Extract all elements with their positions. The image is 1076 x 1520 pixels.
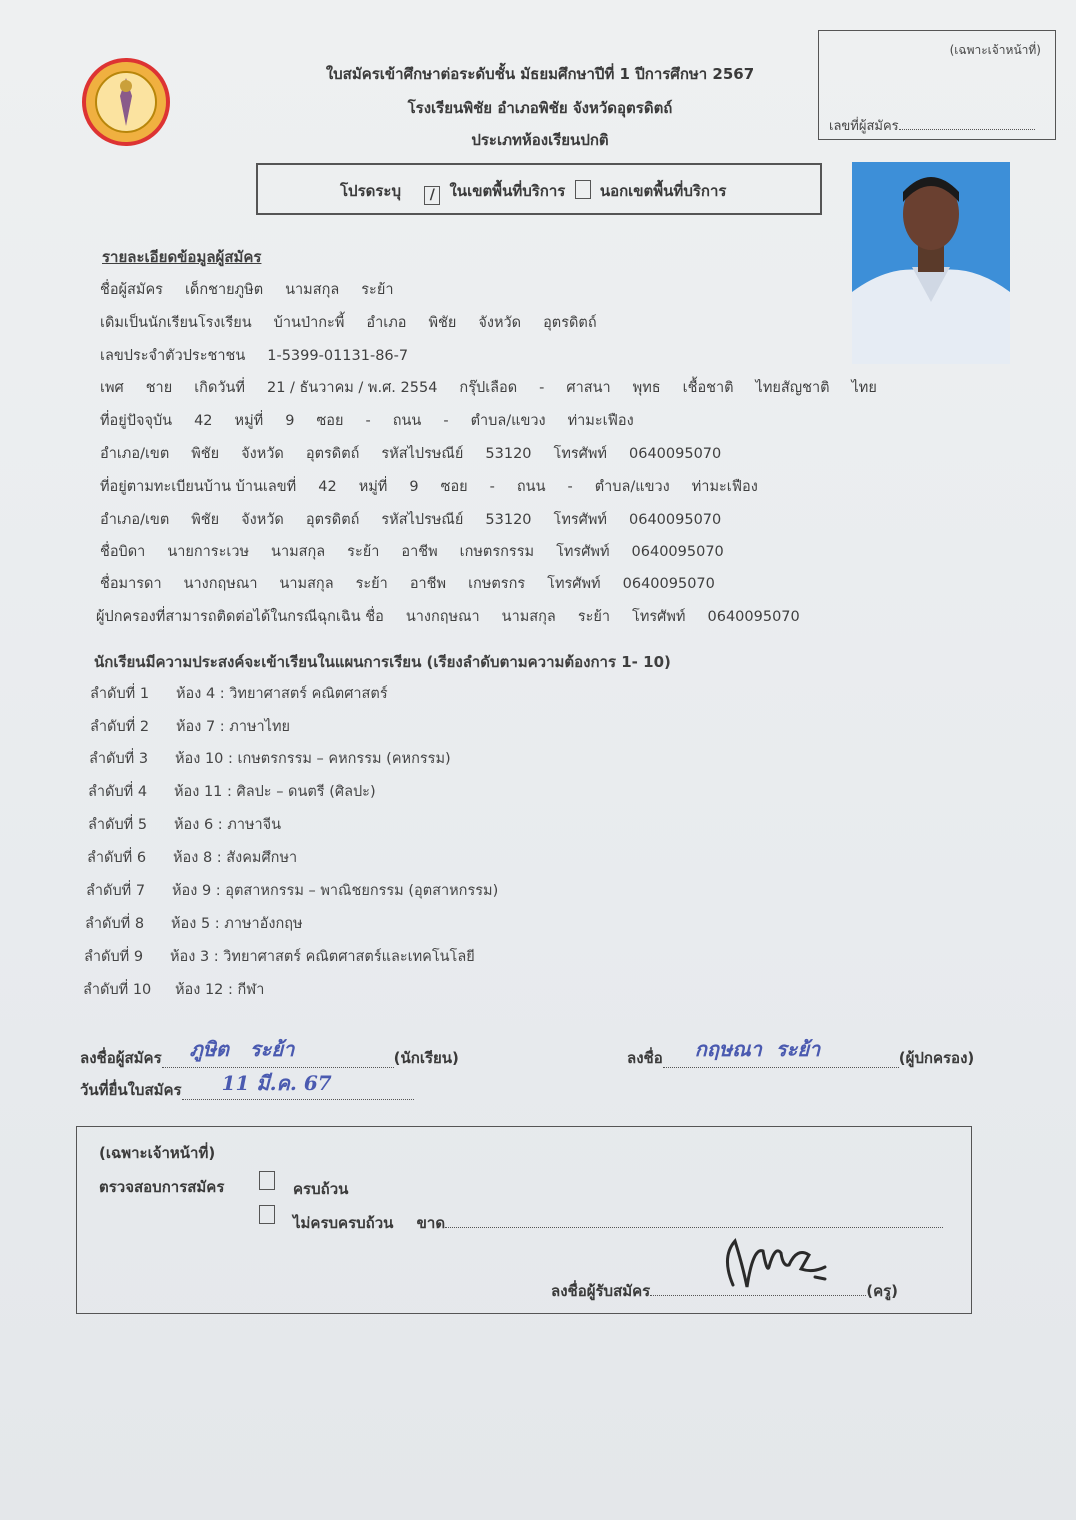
preference-item	[85, 912, 303, 935]
guardian-signature-field[interactable]	[627, 1037, 975, 1070]
value: 1-5399-01131-86-7	[267, 348, 409, 364]
value: 9	[285, 413, 295, 429]
checkbox-incomplete[interactable]	[259, 1205, 275, 1224]
label: รหัสไปรษณีย์	[381, 512, 464, 528]
value: นางกฤษณา	[405, 609, 480, 625]
room: ห้อง 7 : ภาษาไทย	[176, 719, 291, 735]
value: -	[489, 479, 495, 495]
date-label: วันที่ยื่นใบสมัคร	[80, 1081, 182, 1099]
rank: ลำดับที่ 3	[89, 751, 149, 767]
office-box	[818, 30, 1056, 140]
value: -	[567, 479, 573, 495]
label: โทรศัพท์	[553, 446, 607, 462]
checkbox-in-area[interactable]: /	[424, 186, 440, 205]
area-select-box	[256, 163, 822, 215]
applicant-sign-label: ลงชื่อผู้สมัคร	[80, 1049, 162, 1067]
room: ห้อง 10 : เกษตรกรรม – คหกรรม (คหกรรม)	[175, 751, 451, 767]
preference-item	[88, 780, 376, 803]
preference-item	[83, 978, 264, 1001]
office-section-box	[76, 1126, 972, 1314]
checkbox-out-area[interactable]	[575, 180, 591, 199]
row-personal	[100, 376, 899, 399]
applicant-sign-line	[162, 1037, 394, 1068]
label: หมู่ที่	[234, 413, 264, 429]
room: ห้อง 6 : ภาษาจีน	[174, 817, 282, 833]
date-handwriting: 11 มี.ค. 67	[221, 1071, 332, 1095]
label: ชื่อมารดา	[100, 576, 162, 592]
label: นามสกุล	[271, 544, 326, 560]
value: เกษตรกรรม	[459, 544, 535, 560]
value: ระย้า	[347, 544, 380, 560]
label: อำเภอ/เขต	[100, 512, 170, 528]
check-label: ตรวจสอบการสมัคร	[99, 1178, 225, 1196]
value: 42	[194, 413, 213, 429]
room: ห้อง 8 : สังคมศึกษา	[173, 850, 298, 866]
label: อำเภอ/เขต	[100, 446, 170, 462]
label: ชื่อผู้สมัคร	[100, 282, 163, 298]
label: ชื่อบิดา	[100, 544, 146, 560]
complete-label: ครบถ้วน	[293, 1180, 349, 1198]
label: จังหวัด	[241, 446, 284, 462]
label: ซอย	[440, 479, 468, 495]
value: -	[365, 413, 371, 429]
rank: ลำดับที่ 4	[88, 784, 148, 800]
label: เพศ	[100, 380, 124, 396]
preference-item	[90, 715, 290, 738]
receiver-suffix: (ครู)	[866, 1282, 899, 1300]
room: ห้อง 4 : วิทยาศาสตร์ คณิตศาสตร์	[176, 686, 388, 702]
value: นายการะเวษ	[167, 544, 250, 560]
value: นางกฤษณา	[183, 576, 258, 592]
school-logo	[80, 56, 172, 148]
room: ห้อง 5 : ภาษาอังกฤษ	[171, 916, 303, 932]
office-section-title: (เฉพาะเจ้าหน้าที่)	[99, 1144, 216, 1162]
guardian-handwriting: กฤษณา ระย้า	[694, 1037, 821, 1061]
label: ตำบล/แขวง	[470, 413, 546, 429]
value: 53120	[485, 446, 532, 462]
room: ห้อง 11 : ศิลปะ – ดนตรี (ศิลปะ)	[174, 784, 376, 800]
applicant-photo	[852, 162, 1010, 364]
label: ผู้ปกครองที่สามารถติดต่อได้ในกรณีฉุกเฉิน ชื่อ	[96, 609, 384, 625]
label: จังหวัด	[478, 315, 522, 331]
label: ศาสนา	[566, 380, 611, 396]
label: ถนน	[516, 479, 546, 495]
label: โทรศัพท์	[553, 512, 607, 528]
row-father	[100, 540, 746, 563]
value: 9	[409, 479, 419, 495]
value: บ้านป่ากะพี้	[273, 315, 345, 331]
guardian-sign-suffix: (ผู้ปกครอง)	[898, 1049, 975, 1067]
label: เชื้อชาติ	[682, 380, 734, 396]
value: ระย้า	[577, 609, 611, 625]
rank: ลำดับที่ 10	[83, 982, 152, 998]
label: ที่อยู่ตามทะเบียนบ้าน บ้านเลขที่	[100, 479, 297, 495]
label: โทรศัพท์	[547, 576, 601, 592]
preference-item	[87, 846, 297, 869]
room: ห้อง 3 : วิทยาศาสตร์ คณิตศาสตร์และเทคโนโลยี	[170, 949, 475, 965]
row-registered-address	[100, 475, 780, 498]
value: พุทธ	[632, 380, 661, 396]
applicant-handwriting: ภูษิต ระย้า	[189, 1037, 295, 1061]
label: นามสกุล	[501, 609, 556, 625]
form-title-line2: โรงเรียนพิชัย อำเภอพิชัย จังหวัดอุตรดิตถ์	[407, 99, 673, 117]
missing-line	[445, 1227, 943, 1228]
value: 21 / ธันวาคม / พ.ศ. 2554	[266, 380, 438, 396]
applicant-sign-suffix: (นักเรียน)	[393, 1049, 459, 1067]
rank: ลำดับที่ 7	[86, 883, 146, 899]
row-citizen-id	[100, 344, 430, 367]
value: 0640095070	[629, 446, 722, 462]
label: อำเภอ	[366, 315, 407, 331]
label: เลขประจำตัวประชาชน	[100, 348, 246, 364]
label: ถนน	[392, 413, 422, 429]
label: ตำบล/แขวง	[594, 479, 670, 495]
preference-item	[86, 879, 498, 902]
label: จังหวัด	[241, 512, 284, 528]
checkbox-complete[interactable]	[259, 1171, 275, 1190]
label: เกิดวันที่	[194, 380, 245, 396]
value: ไทย	[851, 380, 877, 396]
value: -	[539, 380, 545, 396]
rank: ลำดับที่ 1	[90, 686, 150, 702]
value: 0640095070	[629, 512, 722, 528]
value: ท่ามะเฟือง	[567, 413, 634, 429]
label: กรุ๊ปเลือด	[459, 380, 518, 396]
label: อาชีพ	[409, 576, 447, 592]
receiver-signature-scribble	[713, 1227, 833, 1303]
label: รหัสไปรษณีย์	[381, 446, 464, 462]
applicant-no-field[interactable]	[829, 115, 1035, 136]
value: พิชัย	[191, 512, 220, 528]
row-previous-school	[100, 311, 619, 334]
label: นามสกุล	[285, 282, 340, 298]
value: -	[443, 413, 449, 429]
row-applicant-name	[100, 278, 415, 301]
value: 0640095070	[622, 576, 715, 592]
row-emergency-contact	[96, 605, 822, 628]
value: อุตรดิตถ์	[543, 315, 597, 331]
preference-item	[89, 747, 451, 770]
value: พิชัย	[428, 315, 457, 331]
office-note: (เฉพาะเจ้าหน้าที่)	[949, 43, 1041, 57]
label: หมู่ที่	[358, 479, 388, 495]
preference-item	[90, 682, 388, 705]
value: อุตรดิตถ์	[305, 446, 360, 462]
value: เกษตรกร	[468, 576, 526, 592]
value: ระย้า	[355, 576, 388, 592]
rank: ลำดับที่ 5	[88, 817, 148, 833]
value-name: เด็กชายภูษิต	[184, 282, 264, 298]
rank: ลำดับที่ 6	[87, 850, 147, 866]
incomplete-field[interactable]	[293, 1211, 943, 1235]
missing-label: ขาด	[416, 1214, 446, 1232]
area-prompt: โปรดระบุ	[340, 182, 402, 200]
label: ที่อยู่ปัจจุบัน	[100, 413, 173, 429]
row-mother	[100, 572, 737, 595]
guardian-sign-line	[663, 1037, 899, 1068]
row-current-district	[100, 442, 743, 465]
receiver-label: ลงชื่อผู้รับสมัคร	[551, 1282, 651, 1300]
label: ซอย	[316, 413, 344, 429]
incomplete-label: ไม่ครบครบถ้วน	[293, 1214, 394, 1232]
label: โทรศัพท์	[632, 609, 686, 625]
label: อาชีพ	[401, 544, 438, 560]
form-title-line3: ประเภทห้องเรียนปกติ	[471, 131, 609, 149]
rank: ลำดับที่ 8	[85, 916, 145, 932]
date-line	[182, 1071, 414, 1100]
label: นามสกุล	[279, 576, 334, 592]
applicant-no-label: เลขที่ผู้สมัคร	[829, 119, 899, 134]
value-surname: ระย้า	[361, 282, 394, 298]
form-title-line1: ใบสมัครเข้าศึกษาต่อระดับชั้น มัธยมศึกษาปีที่ 1 ปีการศึกษา 2567	[325, 65, 755, 83]
row-current-address	[100, 409, 656, 432]
value: 0640095070	[707, 609, 800, 625]
rank: ลำดับที่ 9	[84, 949, 144, 965]
preferences-heading: นักเรียนมีความประสงค์จะเข้าเรียนในแผนการเรียน (เรียงลำดับตามความต้องการ 1- 10)	[94, 653, 671, 671]
value: ท่ามะเฟือง	[691, 479, 758, 495]
label-out-area: นอกเขตพื้นที่บริการ	[599, 182, 727, 200]
room: ห้อง 9 : อุตสาหกรรม – พาณิชยกรรม (อุตสาหกรรม)	[172, 883, 499, 899]
value: 0640095070	[631, 544, 724, 560]
label: เดิมเป็นนักเรียนโรงเรียน	[100, 315, 252, 331]
label-in-area: ในเขตพื้นที่บริการ	[449, 182, 566, 200]
submit-date-field[interactable]	[80, 1071, 414, 1102]
value: อุตรดิตถ์	[305, 512, 360, 528]
preference-item	[88, 813, 281, 836]
guardian-sign-label: ลงชื่อ	[627, 1049, 663, 1067]
details-heading: รายละเอียดข้อมูลผู้สมัคร	[102, 248, 262, 266]
value: ไทยสัญชาติ	[755, 380, 830, 396]
value: พิชัย	[191, 446, 220, 462]
room: ห้อง 12 : กีฬา	[175, 982, 265, 998]
value: 42	[318, 479, 337, 495]
row-registered-district	[100, 508, 743, 531]
value: ชาย	[145, 380, 173, 396]
rank: ลำดับที่ 2	[90, 719, 150, 735]
preference-item	[84, 945, 475, 968]
value: 53120	[485, 512, 532, 528]
label: โทรศัพท์	[556, 544, 610, 560]
